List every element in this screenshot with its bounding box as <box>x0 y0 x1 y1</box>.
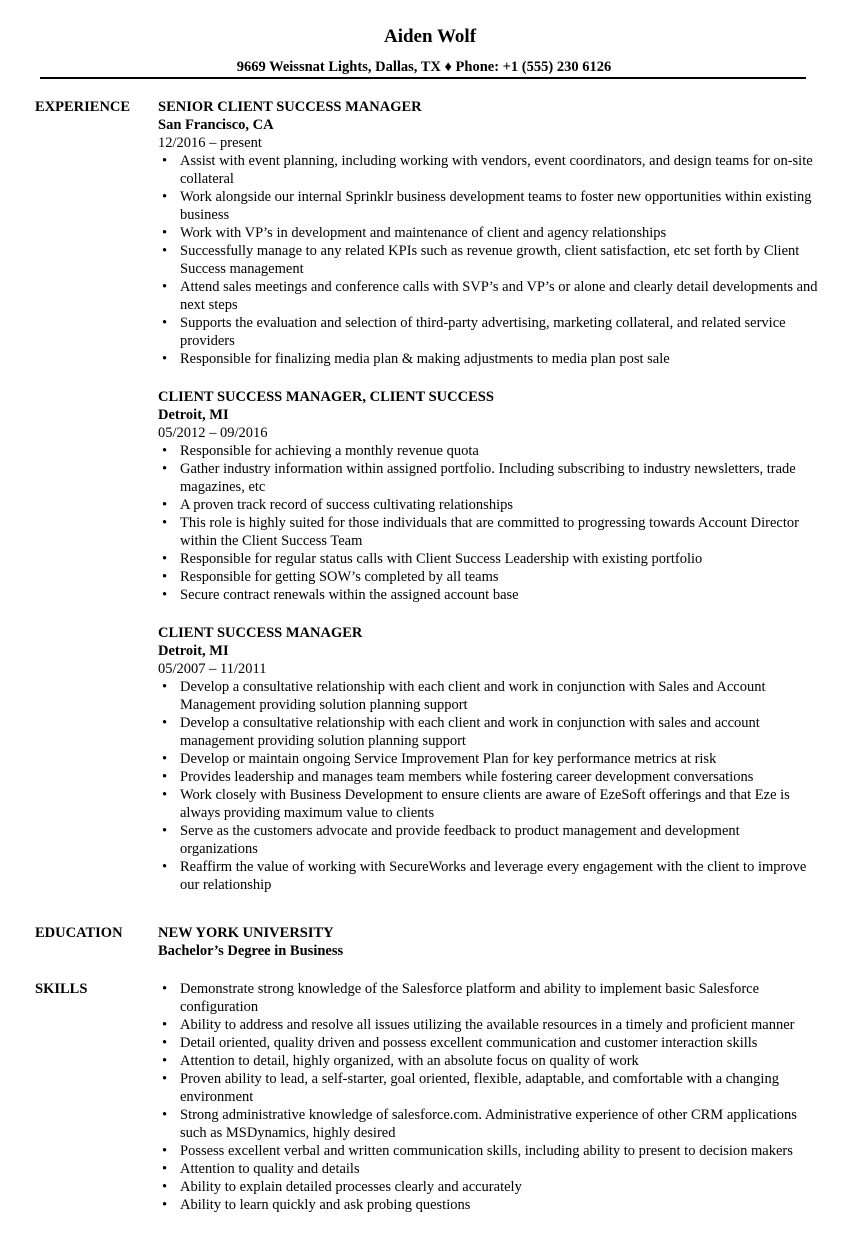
list-item: • Work alongside our internal Sprinklr business development teams to foster new opportunities within existing business <box>158 188 818 224</box>
experience-section-label: EXPERIENCE <box>35 99 131 115</box>
job-title: SENIOR CLIENT SUCCESS MANAGER <box>158 99 422 115</box>
list-item: • Responsible for regular status calls with Client Success Leadership with existing portfolio <box>158 550 818 568</box>
candidate-name: Aiden Wolf <box>383 26 477 47</box>
job-bullets <box>158 442 818 604</box>
job-entry <box>158 388 818 604</box>
job-title: CLIENT SUCCESS MANAGER, CLIENT SUCCESS <box>158 389 494 405</box>
list-item: • Demonstrate strong knowledge of the Salesforce platform and ability to implement basic Salesforce configuration <box>158 980 818 1016</box>
list-item: • Develop a consultative relationship with each client and work in conjunction with Sales and Account Management providing solution planning support <box>158 678 818 714</box>
job-location: Detroit, MI <box>158 643 229 659</box>
list-item: • Detail oriented, quality driven and possess excellent communication and customer interaction skills <box>158 1034 818 1052</box>
list-item: • Attend sales meetings and conference calls with SVP’s and VP’s or alone and clearly detail developments and next steps <box>158 278 818 314</box>
list-item: • Strong administrative knowledge of salesforce.com. Administrative experience of other CRM applications such as MSDynamics, highly desired <box>158 1106 818 1142</box>
job-dates: 05/2012 – 09/2016 <box>158 425 268 441</box>
experience-list <box>158 98 818 910</box>
contact-line: 9669 Weissnat Lights, Dallas, TX ♦ Phone: +1 (555) 230 6126 <box>236 59 612 75</box>
list-item: • Supports the evaluation and selection of third-party advertising, marketing collateral, and related service providers <box>158 314 818 350</box>
list-item: • Ability to explain detailed processes clearly and accurately <box>158 1178 818 1196</box>
list-item: • Ability to address and resolve all issues utilizing the available resources in a timely and proficient manner <box>158 1016 818 1034</box>
job-dates: 12/2016 – present <box>158 135 262 151</box>
list-item: • Gather industry information within assigned portfolio. Including subscribing to industry newsletters, trade magazines, etc <box>158 460 818 496</box>
list-item: • Develop or maintain ongoing Service Improvement Plan for key performance metrics at risk <box>158 750 818 768</box>
list-item: • Reaffirm the value of working with SecureWorks and leverage every engagement with the client to improve our relationship <box>158 858 818 894</box>
list-item: • Develop a consultative relationship with each client and work in conjunction with sales and account management providing solution planning support <box>158 714 818 750</box>
list-item: • This role is highly suited for those individuals that are committed to progressing towards Account Director within the Client Success Team <box>158 514 818 550</box>
education-entry <box>158 924 818 960</box>
list-item: • Attention to detail, highly organized, with an absolute focus on quality of work <box>158 1052 818 1070</box>
list-item: • Responsible for finalizing media plan & making adjustments to media plan post sale <box>158 350 818 368</box>
skills-list <box>158 980 818 1214</box>
skills-bullets <box>158 980 818 1214</box>
list-item: • Attention to quality and details <box>158 1160 818 1178</box>
list-item: • Ability to learn quickly and ask probing questions <box>158 1196 818 1214</box>
list-item: • Work closely with Business Development to ensure clients are aware of EzeSoft offerings and that Eze is always providing maximum value to clients <box>158 786 818 822</box>
list-item: • Responsible for achieving a monthly revenue quota <box>158 442 818 460</box>
job-location: Detroit, MI <box>158 407 229 423</box>
list-item: • Serve as the customers advocate and provide feedback to product management and development organizations <box>158 822 818 858</box>
list-item: • Successfully manage to any related KPIs such as revenue growth, client satisfaction, etc set forth by Client Success management <box>158 242 818 278</box>
list-item: • A proven track record of success cultivating relationships <box>158 496 818 514</box>
job-dates: 05/2007 – 11/2011 <box>158 661 267 677</box>
job-bullets <box>158 678 818 894</box>
list-item: • Assist with event planning, including working with vendors, event coordinators, and design teams for on-site collateral <box>158 152 818 188</box>
degree-name: Bachelor’s Degree in Business <box>158 943 344 959</box>
header-divider <box>40 77 806 79</box>
list-item: • Secure contract renewals within the assigned account base <box>158 586 818 604</box>
list-item: • Proven ability to lead, a self-starter, goal oriented, flexible, adaptable, and comfortable with a changing environment <box>158 1070 818 1106</box>
skills-section-label: SKILLS <box>35 981 88 997</box>
job-entry <box>158 98 818 368</box>
job-title: CLIENT SUCCESS MANAGER <box>158 625 363 641</box>
list-item: • Responsible for getting SOW’s completed by all teams <box>158 568 818 586</box>
list-item: • Possess excellent verbal and written communication skills, including ability to present to decision makers <box>158 1142 818 1160</box>
job-location: San Francisco, CA <box>158 117 274 133</box>
list-item: • Work with VP’s in development and maintenance of client and agency relationships <box>158 224 818 242</box>
job-bullets <box>158 152 818 368</box>
school-name: NEW YORK UNIVERSITY <box>158 925 334 941</box>
job-entry <box>158 624 818 894</box>
education-section-label: EDUCATION <box>35 925 123 941</box>
list-item: • Provides leadership and manages team members while fostering career development conversations <box>158 768 818 786</box>
